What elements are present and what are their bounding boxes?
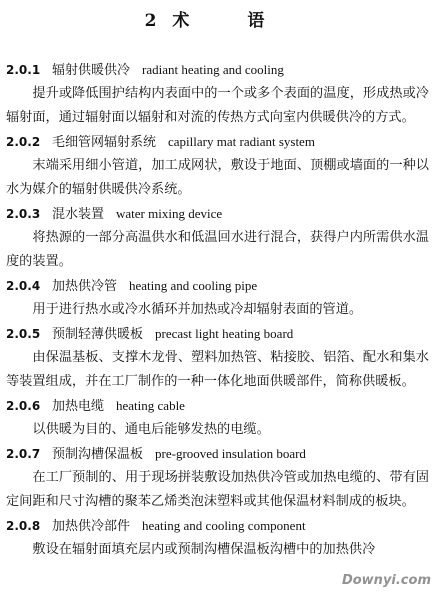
- term-definition: 用于进行热水或冷水循环并加热或冷却辐射表面的管道。: [32, 302, 363, 317]
- term-list: [0, 58, 435, 562]
- term-entry: [0, 274, 435, 322]
- term-english-name: capillary mat radiant system: [168, 134, 315, 149]
- term-number: 2.0.5: [6, 327, 41, 341]
- term-english-name: heating cable: [116, 398, 185, 413]
- term-heading: [0, 58, 435, 82]
- term-chinese-name: 预制沟槽保温板: [52, 447, 144, 462]
- term-english-name: pre-grooved insulation board: [155, 446, 306, 461]
- term-definition: 将热源的一部分高温供水和低温回水进行混合，获得户内所需供水温度的装置。: [6, 230, 429, 269]
- term-entry: [0, 58, 435, 130]
- term-heading: [0, 322, 435, 346]
- term-entry: [0, 130, 435, 202]
- term-heading: [0, 202, 435, 226]
- term-chinese-name: 辐射供暖供冷: [52, 63, 131, 78]
- watermark-logo: Downyi.com: [341, 573, 431, 588]
- term-chinese-name: 加热供冷管: [52, 279, 118, 294]
- term-entry: [0, 394, 435, 442]
- chapter-title: [0, 6, 435, 31]
- term-number: 2.0.8: [6, 519, 41, 533]
- term-heading: [0, 130, 435, 154]
- term-entry: [0, 514, 435, 562]
- term-english-name: water mixing device: [116, 206, 223, 221]
- term-definition: 敷设在辐射面填充层内或预制沟槽保温板沟槽中的加热供冷: [32, 542, 376, 557]
- term-chinese-name: 预制轻薄供暖板: [52, 327, 144, 342]
- term-chinese-name: 毛细管网辐射系统: [52, 135, 157, 150]
- term-english-name: radiant heating and cooling: [142, 62, 284, 77]
- term-number: 2.0.6: [6, 399, 41, 413]
- term-english-name: heating and cooling component: [142, 518, 306, 533]
- term-definition: 末端采用细小管道，加工成网状，敷设于地面、顶棚或墙面的一种以水为媒介的辐射供暖供冷系统。: [6, 158, 429, 197]
- term-definition: 提升或降低围护结构内表面中的一个或多个表面的温度，形成热或冷辐射面，通过辐射面以辐射和对流的传热方式向室内供暖供冷的方式。: [6, 86, 429, 125]
- term-number: 2.0.4: [6, 279, 41, 293]
- term-heading: [0, 394, 435, 418]
- term-chinese-name: 加热电缆: [52, 399, 105, 414]
- chapter-title-text: 术 语: [172, 11, 291, 31]
- term-number: 2.0.1: [6, 63, 41, 77]
- term-english-name: heating and cooling pipe: [129, 278, 258, 293]
- term-entry: [0, 442, 435, 514]
- term-heading: [0, 442, 435, 466]
- term-entry: [0, 322, 435, 394]
- term-chinese-name: 混水装置: [52, 207, 105, 222]
- term-number: 2.0.2: [6, 135, 41, 149]
- term-definition: 由保温基板、支撑木龙骨、塑料加热管、粘接胶、铝箔、配水和集水等装置组成，并在工厂制作的一种一体化地面供暖部件，简称供暖板。: [6, 350, 429, 389]
- term-english-name: precast light heating board: [155, 326, 294, 341]
- term-chinese-name: 加热供冷部件: [52, 519, 131, 534]
- term-definition: 在工厂预制的、用于现场拼装敷设加热供冷管或加热电缆的、带有固定间距和尺寸沟槽的聚苯乙烯类泡沫塑料或其他保温材料制成的板块。: [6, 470, 429, 509]
- term-number: 2.0.7: [6, 447, 41, 461]
- page-edge: [0, 596, 435, 600]
- term-definition: 以供暖为目的、通电后能够发热的电缆。: [32, 422, 270, 437]
- term-heading: [0, 274, 435, 298]
- term-entry: [0, 202, 435, 274]
- term-heading: [0, 514, 435, 538]
- chapter-number: 2: [144, 11, 158, 31]
- term-number: 2.0.3: [6, 207, 41, 221]
